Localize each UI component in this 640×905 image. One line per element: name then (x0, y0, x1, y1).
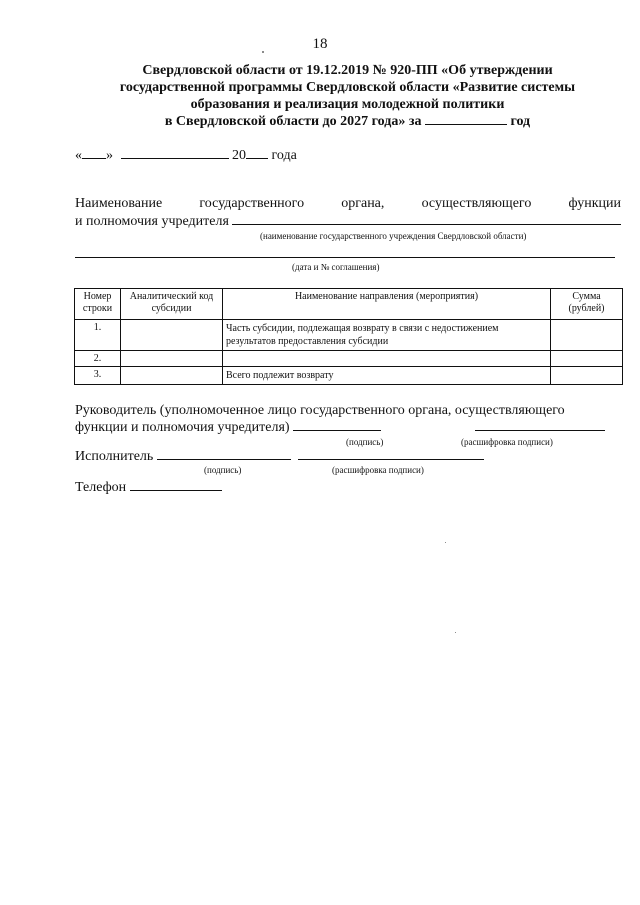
organization-blank (232, 213, 621, 225)
table-row (75, 320, 623, 351)
executor-label: Исполнитель (75, 449, 154, 464)
scan-speck (455, 632, 456, 633)
page-number: 18 (312, 36, 328, 52)
row-direction: Всего подлежит возврату (223, 367, 551, 385)
org-word-1: Наименование (75, 196, 163, 211)
organization-caption: (наименование государственного учреждения Свердловской области) (260, 231, 527, 241)
row-direction (223, 351, 551, 367)
table-row (75, 367, 623, 385)
heading-line-4-text: в Свердловской области до 2027 года» за (164, 114, 422, 129)
close-quote: » (106, 148, 113, 163)
org-word-3: органа, (341, 196, 385, 211)
agreement-blank-line (75, 257, 615, 258)
organization-block (75, 195, 621, 231)
open-quote: « (75, 148, 82, 163)
row-number: 2. (75, 351, 121, 367)
head-signature-caption: (подпись) (346, 437, 384, 447)
row-sum (551, 351, 623, 367)
row-number: 1. (75, 320, 121, 351)
row-code (121, 351, 223, 367)
head-signature-block (75, 402, 623, 436)
scan-speck (262, 51, 264, 53)
row-code (121, 320, 223, 351)
document-heading (70, 62, 625, 130)
phone-blank (130, 479, 222, 491)
period-blank (425, 113, 507, 125)
org-word-2: государственного (199, 196, 305, 211)
organization-row-1 (75, 195, 621, 213)
header-code: Аналитический код субсидии (121, 289, 223, 320)
head-label-line-2 (75, 419, 623, 436)
header-sum: Сумма (рублей) (551, 289, 623, 320)
executor-signature-caption: (подпись) (204, 465, 242, 475)
executor-decoding-blank (298, 448, 484, 460)
row-sum (551, 320, 623, 351)
heading-line-2: государственной программы Свердловской области «Развитие системы (119, 80, 576, 95)
row-code (121, 367, 223, 385)
heading-line-4 (70, 113, 625, 130)
org-founder-label: и полномочия учредителя (75, 214, 229, 229)
subsidy-table (74, 288, 623, 385)
org-word-5: функции (568, 196, 621, 211)
header-row-number: Номер строки (75, 289, 121, 320)
head-decoding-caption: (расшифровка подписи) (461, 437, 553, 447)
executor-decoding-caption: (расшифровка подписи) (332, 465, 424, 475)
executor-line (75, 448, 484, 465)
date-line (75, 147, 297, 164)
table-header-row (75, 289, 623, 320)
day-blank (82, 147, 106, 159)
heading-line-3: образования и реализация молодежной политики (190, 97, 505, 112)
table-row (75, 351, 623, 367)
scan-speck (445, 542, 446, 543)
head-label-text: функции и полномочия учредителя) (75, 420, 290, 435)
agreement-caption: (дата и № соглашения) (292, 262, 380, 272)
year-blank (246, 147, 268, 159)
head-signature-blank (293, 419, 381, 431)
header-direction: Наименование направления (мероприятия) (223, 289, 551, 320)
head-decoding-blank (475, 419, 605, 431)
head-label-line-1: Руководитель (уполномоченное лицо государственного органа, осуществляющего (75, 403, 565, 418)
phone-label: Телефон (75, 480, 127, 495)
year-suffix: года (271, 148, 297, 163)
row-direction: Часть субсидии, подлежащая возврату в связи с недостижением результатов предоставления субсидии (223, 320, 551, 351)
executor-signature-blank (157, 448, 291, 460)
organization-row-2 (75, 213, 621, 231)
org-word-4: осуществляющего (421, 196, 532, 211)
row-number: 3. (75, 367, 121, 385)
heading-line-1: Свердловской области от 19.12.2019 № 920-ПП «Об утверждении (142, 63, 553, 78)
heading-line-4-suffix: год (510, 114, 531, 129)
phone-line (75, 479, 222, 496)
year-prefix: 20 (232, 148, 246, 163)
month-blank (121, 147, 229, 159)
row-sum (551, 367, 623, 385)
